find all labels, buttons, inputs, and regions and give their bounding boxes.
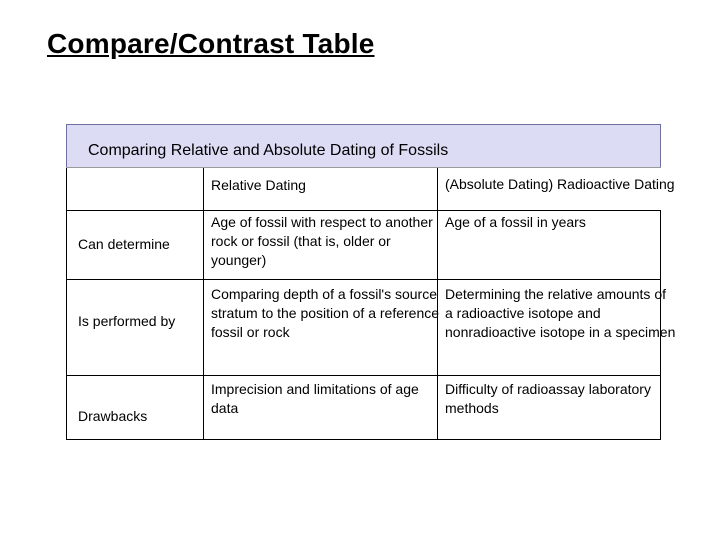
header-cell-relative-dating: Relative Dating bbox=[211, 177, 306, 193]
row-3-relative-cell: Imprecision and limitations of age data bbox=[211, 381, 419, 416]
column-divider-1 bbox=[203, 167, 204, 440]
comparison-table bbox=[66, 124, 676, 440]
row-divider-2 bbox=[66, 279, 661, 280]
table-border-bottom bbox=[66, 439, 661, 440]
row-1-relative-cell: Age of fossil with respect to another rock or fossil (that is, older or younger) bbox=[211, 214, 433, 268]
row-divider-1 bbox=[66, 210, 661, 211]
row-divider-3 bbox=[66, 375, 661, 376]
table-border-left bbox=[66, 167, 67, 440]
page-title: Compare/Contrast Table bbox=[47, 28, 375, 59]
row-label-drawbacks: Drawbacks bbox=[78, 408, 148, 424]
row-1-absolute-cell: Age of a fossil in years bbox=[445, 214, 586, 230]
row-2-absolute-cell: Determining the relative amounts of a radioactive isotope and nonradioactive isotope in a specimen bbox=[445, 286, 676, 340]
table-caption-text: Comparing Relative and Absolute Dating of Fossils bbox=[88, 142, 449, 159]
table-caption bbox=[66, 124, 661, 168]
row-label-can-determine: Can determine bbox=[78, 236, 170, 252]
header-cell-absolute-dating: (Absolute Dating) Radioactive Dating bbox=[445, 176, 675, 192]
row-3-absolute-cell: Difficulty of radioassay laboratory methods bbox=[445, 381, 651, 416]
row-2-relative-cell: Comparing depth of a fossil's source stratum to the position of a reference fossil or rock bbox=[211, 286, 440, 340]
row-label-is-performed-by: Is performed by bbox=[78, 313, 176, 329]
header-top-rule bbox=[66, 167, 661, 168]
